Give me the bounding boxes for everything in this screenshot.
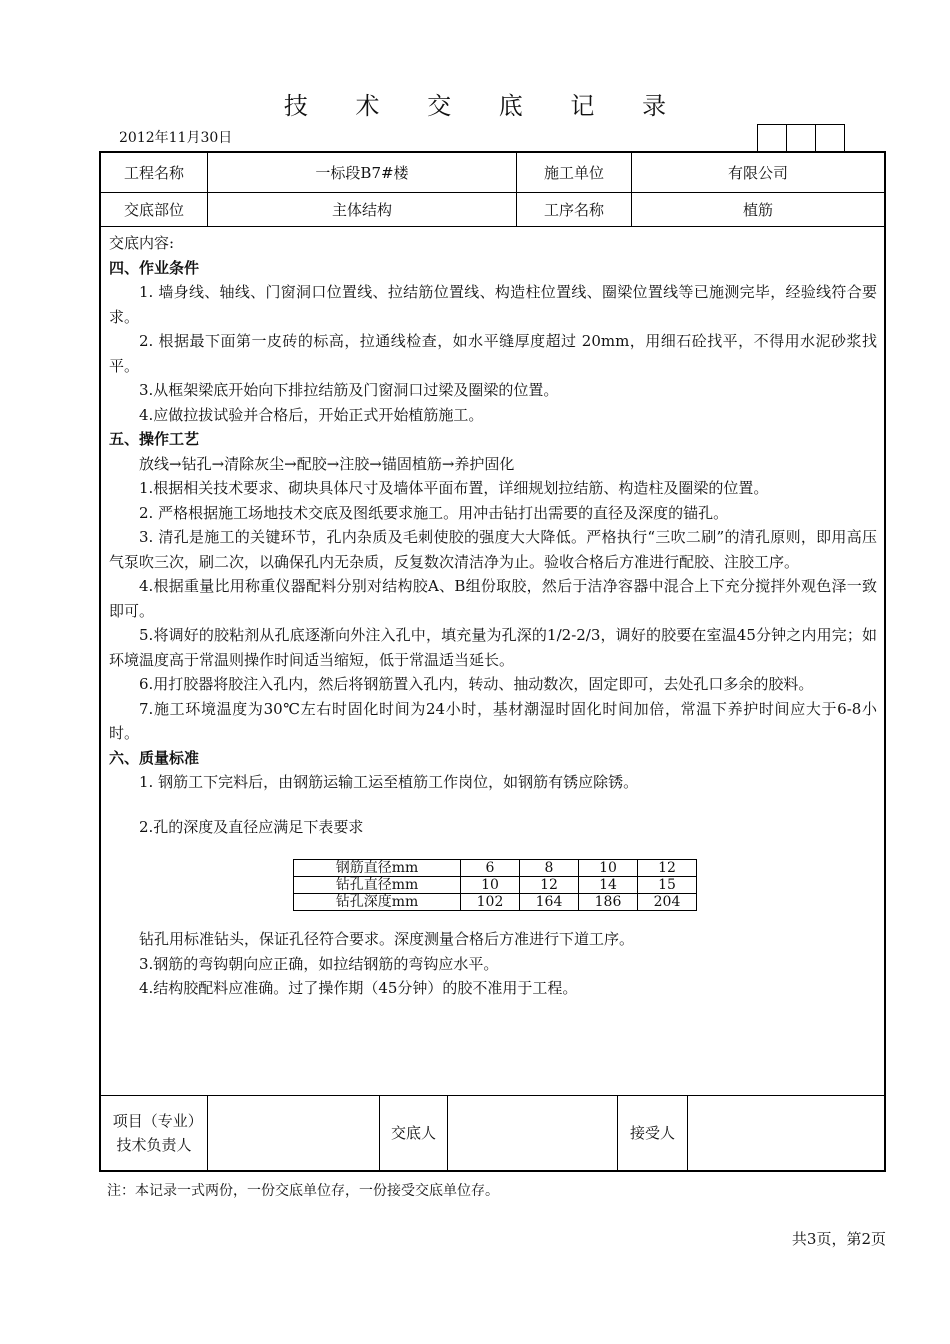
content-intro: 交底内容: bbox=[109, 234, 175, 252]
record-form bbox=[99, 151, 886, 1172]
section-heading: 五、操作工艺 bbox=[109, 430, 200, 448]
table-row-label: 钻孔深度mm bbox=[294, 894, 461, 911]
paragraph: 4.应做拉拔试验并合格后，开始正式开始植筋施工。 bbox=[139, 405, 484, 424]
paragraph: 4.根据重量比用称重仪器配料分别对结构胶A、B组份取胶，然后于洁净容器中混合上下充分搅拌外观色泽一致即可。 bbox=[109, 577, 877, 620]
number-box bbox=[786, 124, 816, 152]
number-boxes bbox=[758, 124, 845, 152]
part-value: 主体结构 bbox=[208, 193, 517, 226]
receiver-label: 接受人 bbox=[618, 1096, 688, 1170]
table-row-label: 钢筋直径mm bbox=[294, 860, 461, 877]
paragraph: 钻孔用标准钻头，保证孔径符合要求。深度测量合格后方准进行下道工序。 bbox=[139, 930, 635, 948]
table-cell: 204 bbox=[638, 894, 697, 911]
signature-row bbox=[101, 1096, 884, 1170]
paragraph: 6.用打胶器将胶注入孔内，然后将钢筋置入孔内，转动、抽动数次，固定即可，去处孔口多余的胶料。 bbox=[139, 675, 814, 693]
tech-lead-field bbox=[208, 1096, 380, 1170]
receiver-field bbox=[688, 1096, 884, 1170]
table-cell: 12 bbox=[520, 877, 579, 894]
document-title: 技 术 交 底 记 录 bbox=[283, 92, 687, 120]
table-cell: 102 bbox=[461, 894, 520, 911]
paragraph: 5.将调好的胶粘剂从孔底逐渐向外注入孔中，填充量为孔深的1/2-2/3，调好的胶要在室温45分钟之内用完；如环境温度高于常温则操作时间适当缩短，低于常温适当延长。 bbox=[109, 626, 877, 669]
paragraph: 7.施工环境温度为30℃左右时固化时间为24小时，基材潮湿时固化时间加倍，常温下养护时间应大于6-8小时。 bbox=[109, 699, 877, 742]
discloser-field bbox=[448, 1096, 618, 1170]
paragraph: 4.结构胶配料应准确。过了操作期（45分钟）的胶不准用于工程。 bbox=[139, 979, 578, 997]
paragraph: 3.钢筋的弯钩朝向应正确，如拉结钢筋的弯钩应水平。 bbox=[139, 954, 499, 973]
paragraph: 2. 根据最下面第一皮砖的标高，拉通线检查，如水平缝厚度超过 20mm，用细石砼找平，不得用水泥砂浆找平。 bbox=[109, 332, 877, 375]
table-cell: 10 bbox=[579, 860, 638, 877]
section-heading: 六、质量标准 bbox=[109, 748, 200, 767]
table-row-label: 钻孔直径mm bbox=[294, 877, 461, 894]
table-row bbox=[294, 894, 697, 911]
paragraph: 3.从框架梁底开始向下排拉结筋及门窗洞口过梁及圈梁的位置。 bbox=[139, 381, 559, 399]
contractor-value: 有限公司 bbox=[727, 164, 788, 182]
contractor-label: 施工单位 bbox=[517, 153, 632, 192]
table-row bbox=[294, 877, 697, 894]
paragraph: 3. 清孔是施工的关键环节，孔内杂质及毛刺使胶的强度大大降低。严格执行“三吹二刷”的清孔原则，即用高压气泵吹三次，刷二次，以确保孔内无杂质，反复数次清洁净为止。验收合格后方准进行配胶、注胶工序。 bbox=[109, 528, 877, 571]
paragraph: 2.孔的深度及直径应满足下表要求 bbox=[139, 817, 364, 836]
table-cell: 15 bbox=[638, 877, 697, 894]
process-label: 工序名称 bbox=[517, 193, 632, 226]
number-box bbox=[815, 124, 845, 152]
table-cell: 6 bbox=[461, 860, 520, 877]
process-flow: 放线→钻孔→清除灰尘→配胶→注胶→锚固植筋→养护固化 bbox=[139, 454, 515, 473]
project-name-value: 一标段B7#楼 bbox=[208, 153, 517, 192]
paragraph: 1. 墙身线、轴线、门窗洞口位置线、拉结筋位置线、构造柱位置线、圈梁位置线等已施测完毕，经验线符合要求。 bbox=[109, 283, 877, 326]
header-row-1 bbox=[101, 153, 884, 193]
header-row-2 bbox=[101, 193, 884, 227]
table-cell: 12 bbox=[638, 860, 697, 877]
disclosure-content bbox=[101, 227, 884, 1096]
page-number: 共3页，第2页 bbox=[791, 1230, 886, 1248]
project-name-label: 工程名称 bbox=[101, 153, 208, 192]
section-heading: 四、作业条件 bbox=[109, 258, 200, 277]
process-value: 植筋 bbox=[742, 201, 773, 219]
tech-lead-label: 项目（专业）技术负责人 bbox=[101, 1096, 208, 1170]
number-box bbox=[757, 124, 787, 152]
paragraph: 2. 严格根据施工场地技术交底及图纸要求施工。用冲击钻打出需要的直径及深度的锚孔。 bbox=[139, 503, 729, 522]
part-label: 交底部位 bbox=[101, 193, 208, 226]
footnote: 注：本记录一式两份，一份交底单位存，一份接受交底单位存。 bbox=[107, 1183, 499, 1199]
table-cell: 14 bbox=[579, 877, 638, 894]
paragraph: 1. 钢筋工下完料后，由钢筋运输工运至植筋工作岗位，如钢筋有锈应除锈。 bbox=[139, 773, 639, 791]
table-cell: 164 bbox=[520, 894, 579, 911]
table-cell: 8 bbox=[520, 860, 579, 877]
table-cell: 10 bbox=[461, 877, 520, 894]
table-cell: 186 bbox=[579, 894, 638, 911]
table-row bbox=[294, 860, 697, 877]
paragraph: 1.根据相关技术要求、砌块具体尺寸及墙体平面布置，详细规划拉结筋、构造柱及圈梁的位置。 bbox=[139, 479, 769, 497]
drill-spec-table bbox=[293, 859, 697, 911]
discloser-label: 交底人 bbox=[380, 1096, 448, 1170]
record-date: 2012年11月30日 bbox=[119, 130, 233, 146]
